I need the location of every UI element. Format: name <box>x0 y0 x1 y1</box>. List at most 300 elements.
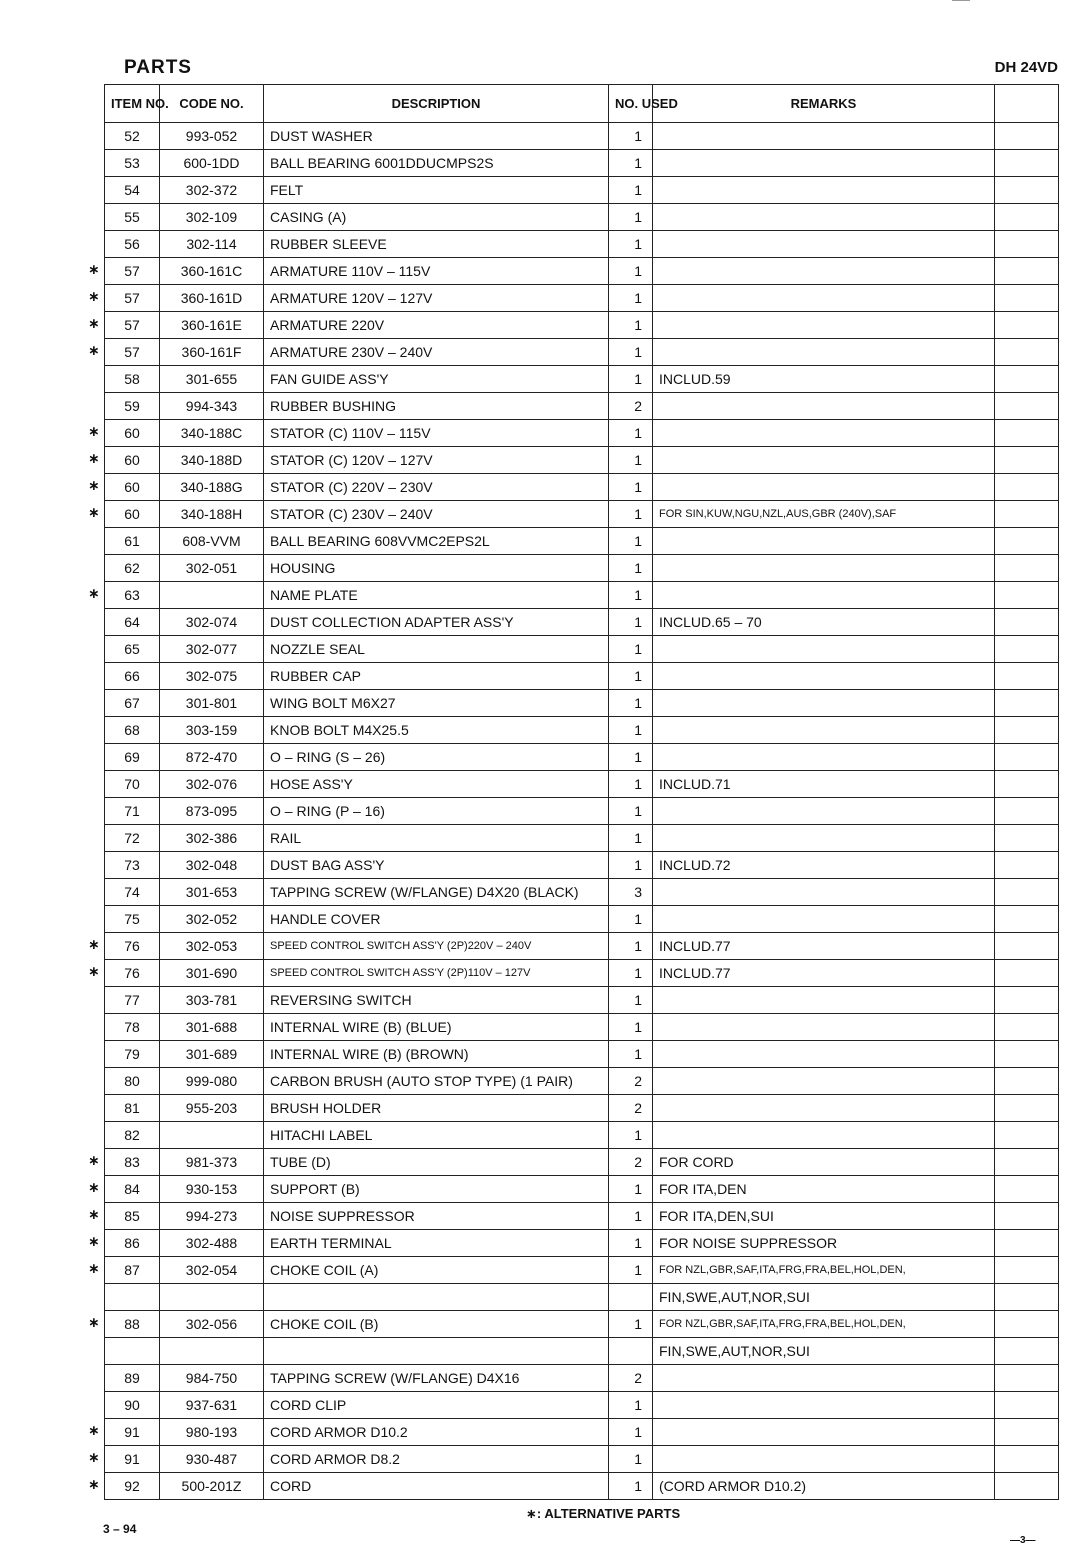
code-no-cell: 873-095 <box>160 798 264 825</box>
code-no-cell: 999-080 <box>160 1068 264 1095</box>
code-no-cell: 340-188G <box>160 474 264 501</box>
table-row <box>105 501 1059 528</box>
table-row <box>105 960 1059 987</box>
item-no-cell: 73 <box>105 852 160 879</box>
description-cell: NAME PLATE <box>264 582 609 609</box>
description-cell <box>264 1338 609 1365</box>
blank-cell <box>995 1203 1059 1230</box>
remarks-cell <box>653 717 995 744</box>
description-cell: STATOR (C) 220V – 230V <box>264 474 609 501</box>
item-no-cell: 88 <box>105 1311 160 1338</box>
no-used-cell: 1 <box>609 150 653 177</box>
blank-cell <box>995 501 1059 528</box>
description-cell: HOSE ASS'Y <box>264 771 609 798</box>
no-used-cell: 1 <box>609 366 653 393</box>
item-no-cell: 81 <box>105 1095 160 1122</box>
table-row <box>105 366 1059 393</box>
description-cell: SPEED CONTROL SWITCH ASS'Y (2P)110V – 127V <box>264 960 609 987</box>
item-no-cell: 90 <box>105 1392 160 1419</box>
description-cell: TUBE (D) <box>264 1149 609 1176</box>
table-row <box>105 1203 1059 1230</box>
code-no-cell: 302-114 <box>160 231 264 258</box>
blank-cell <box>995 366 1059 393</box>
no-used-cell: 1 <box>609 1392 653 1419</box>
table-row <box>105 555 1059 582</box>
table-row <box>105 447 1059 474</box>
no-used-cell: 1 <box>609 1203 653 1230</box>
blank-cell <box>995 1257 1059 1284</box>
no-used-cell: 1 <box>609 1230 653 1257</box>
no-used-cell: 1 <box>609 690 653 717</box>
code-no-cell: 301-690 <box>160 960 264 987</box>
header-description: DESCRIPTION <box>264 85 609 123</box>
no-used-cell: 1 <box>609 447 653 474</box>
table-row <box>105 1419 1059 1446</box>
remarks-cell: FOR ITA,DEN,SUI <box>653 1203 995 1230</box>
blank-cell <box>995 1311 1059 1338</box>
no-used-cell: 1 <box>609 771 653 798</box>
description-cell: CHOKE COIL (A) <box>264 1257 609 1284</box>
item-no-cell: 57 <box>105 312 160 339</box>
table-row <box>105 636 1059 663</box>
remarks-cell <box>653 555 995 582</box>
table-row <box>105 150 1059 177</box>
item-no-cell: 80 <box>105 1068 160 1095</box>
item-no-cell: 67 <box>105 690 160 717</box>
code-no-cell: 500-201Z <box>160 1473 264 1500</box>
code-no-cell: 302-051 <box>160 555 264 582</box>
description-cell: CORD <box>264 1473 609 1500</box>
code-no-cell: 984-750 <box>160 1365 264 1392</box>
table-row <box>105 1392 1059 1419</box>
alternative-part-marker: ∗ <box>88 449 100 466</box>
remarks-cell <box>653 987 995 1014</box>
alternative-part-marker: ∗ <box>88 1475 100 1492</box>
item-no-cell: 60 <box>105 420 160 447</box>
item-no-cell: 79 <box>105 1041 160 1068</box>
description-cell: FAN GUIDE ASS'Y <box>264 366 609 393</box>
blank-cell <box>995 960 1059 987</box>
code-no-cell: 302-075 <box>160 663 264 690</box>
code-no-cell: 930-153 <box>160 1176 264 1203</box>
item-no-cell: 57 <box>105 258 160 285</box>
description-cell: BRUSH HOLDER <box>264 1095 609 1122</box>
item-no-cell: 60 <box>105 501 160 528</box>
no-used-cell: 2 <box>609 1095 653 1122</box>
no-used-cell: 1 <box>609 528 653 555</box>
remarks-cell <box>653 663 995 690</box>
table-row <box>105 1122 1059 1149</box>
blank-cell <box>995 1068 1059 1095</box>
blank-cell <box>995 933 1059 960</box>
item-no-cell: 92 <box>105 1473 160 1500</box>
no-used-cell: 1 <box>609 1257 653 1284</box>
code-no-cell: 301-655 <box>160 366 264 393</box>
item-no-cell: 55 <box>105 204 160 231</box>
alternative-part-marker: ∗ <box>88 1151 100 1168</box>
item-no-cell: 83 <box>105 1149 160 1176</box>
no-used-cell: 1 <box>609 177 653 204</box>
no-used-cell: 1 <box>609 933 653 960</box>
item-no-cell: 78 <box>105 1014 160 1041</box>
item-no-cell: 60 <box>105 447 160 474</box>
no-used-cell: 1 <box>609 1446 653 1473</box>
blank-cell <box>995 1338 1059 1365</box>
blank-cell <box>995 582 1059 609</box>
code-no-cell: 930-487 <box>160 1446 264 1473</box>
description-cell: STATOR (C) 120V – 127V <box>264 447 609 474</box>
no-used-cell: 1 <box>609 285 653 312</box>
item-no-cell: 74 <box>105 879 160 906</box>
blank-cell <box>995 1392 1059 1419</box>
no-used-cell: 1 <box>609 1041 653 1068</box>
description-cell: DUST COLLECTION ADAPTER ASS'Y <box>264 609 609 636</box>
no-used-cell: 1 <box>609 798 653 825</box>
remarks-cell <box>653 285 995 312</box>
alternative-part-marker: ∗ <box>88 1313 100 1330</box>
item-no-cell: 61 <box>105 528 160 555</box>
no-used-cell: 1 <box>609 1014 653 1041</box>
description-cell: ARMATURE 120V – 127V <box>264 285 609 312</box>
remarks-cell <box>653 474 995 501</box>
code-no-cell: 340-188C <box>160 420 264 447</box>
alternative-part-marker: ∗ <box>88 584 100 601</box>
description-cell: INTERNAL WIRE (B) (BLUE) <box>264 1014 609 1041</box>
item-no-cell <box>105 1284 160 1311</box>
no-used-cell <box>609 1338 653 1365</box>
blank-cell <box>995 609 1059 636</box>
description-cell: ARMATURE 230V – 240V <box>264 339 609 366</box>
description-cell: CORD ARMOR D8.2 <box>264 1446 609 1473</box>
code-no-cell: 302-386 <box>160 825 264 852</box>
code-no-cell: 302-372 <box>160 177 264 204</box>
blank-cell <box>995 1014 1059 1041</box>
blank-cell <box>995 1473 1059 1500</box>
description-cell: ARMATURE 220V <box>264 312 609 339</box>
table-row <box>105 717 1059 744</box>
table-row <box>105 1284 1059 1311</box>
item-no-cell: 71 <box>105 798 160 825</box>
description-cell: RUBBER CAP <box>264 663 609 690</box>
no-used-cell: 1 <box>609 609 653 636</box>
item-no-cell: 65 <box>105 636 160 663</box>
item-no-cell: 57 <box>105 339 160 366</box>
item-no-cell: 60 <box>105 474 160 501</box>
description-cell: NOISE SUPPRESSOR <box>264 1203 609 1230</box>
table-row <box>105 258 1059 285</box>
code-no-cell: 994-273 <box>160 1203 264 1230</box>
no-used-cell: 1 <box>609 663 653 690</box>
blank-cell <box>995 1419 1059 1446</box>
code-no-cell: 340-188D <box>160 447 264 474</box>
table-row <box>105 1176 1059 1203</box>
remarks-cell: INCLUD.71 <box>653 771 995 798</box>
alternative-part-marker: ∗ <box>88 1259 100 1276</box>
no-used-cell: 1 <box>609 1176 653 1203</box>
code-no-cell: 302-074 <box>160 609 264 636</box>
remarks-cell: INCLUD.65 – 70 <box>653 609 995 636</box>
blank-cell <box>995 636 1059 663</box>
alternative-part-marker: ∗ <box>88 503 100 520</box>
alternative-part-marker: ∗ <box>88 935 100 952</box>
revision-date: 3 – 94 <box>103 1522 137 1536</box>
remarks-cell <box>653 690 995 717</box>
no-used-cell: 1 <box>609 852 653 879</box>
description-cell: BALL BEARING 6001DDUCMPS2S <box>264 150 609 177</box>
blank-cell <box>995 690 1059 717</box>
alternative-part-marker: ∗ <box>88 1178 100 1195</box>
description-cell: NOZZLE SEAL <box>264 636 609 663</box>
remarks-cell <box>653 879 995 906</box>
blank-cell <box>995 285 1059 312</box>
no-used-cell: 1 <box>609 1473 653 1500</box>
description-cell: EARTH TERMINAL <box>264 1230 609 1257</box>
blank-cell <box>995 150 1059 177</box>
code-no-cell: 872-470 <box>160 744 264 771</box>
table-header-row <box>105 85 1059 123</box>
item-no-cell: 56 <box>105 231 160 258</box>
blank-cell <box>995 420 1059 447</box>
remarks-cell <box>653 825 995 852</box>
no-used-cell: 1 <box>609 744 653 771</box>
description-cell: DUST BAG ASS'Y <box>264 852 609 879</box>
blank-cell <box>995 1284 1059 1311</box>
alternative-part-marker: ∗ <box>88 341 100 358</box>
no-used-cell: 1 <box>609 312 653 339</box>
remarks-cell <box>653 123 995 150</box>
table-row <box>105 1149 1059 1176</box>
remarks-cell <box>653 447 995 474</box>
code-no-cell: 301-801 <box>160 690 264 717</box>
description-cell: RAIL <box>264 825 609 852</box>
blank-cell <box>995 447 1059 474</box>
table-row <box>105 744 1059 771</box>
description-cell: STATOR (C) 230V – 240V <box>264 501 609 528</box>
alternative-part-marker: ∗ <box>88 1448 100 1465</box>
description-cell: RUBBER BUSHING <box>264 393 609 420</box>
code-no-cell: 302-076 <box>160 771 264 798</box>
table-row <box>105 1095 1059 1122</box>
code-no-cell: 937-631 <box>160 1392 264 1419</box>
remarks-cell: FIN,SWE,AUT,NOR,SUI <box>653 1284 995 1311</box>
blank-cell <box>995 339 1059 366</box>
alternative-part-marker: ∗ <box>88 476 100 493</box>
item-no-cell: 72 <box>105 825 160 852</box>
table-row <box>105 1446 1059 1473</box>
code-no-cell: 980-193 <box>160 1419 264 1446</box>
table-row <box>105 1068 1059 1095</box>
no-used-cell: 1 <box>609 231 653 258</box>
page-number: —3— <box>1010 1535 1036 1546</box>
code-no-cell: 302-077 <box>160 636 264 663</box>
blank-cell <box>995 744 1059 771</box>
remarks-cell <box>653 528 995 555</box>
table-row <box>105 1230 1059 1257</box>
code-no-cell: 302-048 <box>160 852 264 879</box>
table-row <box>105 123 1059 150</box>
item-no-cell: 85 <box>105 1203 160 1230</box>
item-no-cell: 68 <box>105 717 160 744</box>
header-blank <box>995 85 1059 123</box>
description-cell: TAPPING SCREW (W/FLANGE) D4X16 <box>264 1365 609 1392</box>
code-no-cell: 360-161C <box>160 258 264 285</box>
description-cell: CORD CLIP <box>264 1392 609 1419</box>
remarks-cell <box>653 420 995 447</box>
remarks-cell <box>653 258 995 285</box>
remarks-cell <box>653 798 995 825</box>
item-no-cell: 54 <box>105 177 160 204</box>
remarks-cell <box>653 1419 995 1446</box>
remarks-cell <box>653 1392 995 1419</box>
remarks-cell <box>653 1041 995 1068</box>
no-used-cell: 2 <box>609 393 653 420</box>
code-no-cell: 340-188H <box>160 501 264 528</box>
no-used-cell: 1 <box>609 906 653 933</box>
alternative-part-marker: ∗ <box>88 1232 100 1249</box>
remarks-cell: INCLUD.77 <box>653 960 995 987</box>
remarks-cell <box>653 636 995 663</box>
blank-cell <box>995 1041 1059 1068</box>
remarks-cell: INCLUD.59 <box>653 366 995 393</box>
table-row <box>105 1338 1059 1365</box>
blank-cell <box>995 825 1059 852</box>
code-no-cell <box>160 582 264 609</box>
no-used-cell: 2 <box>609 1365 653 1392</box>
no-used-cell: 1 <box>609 960 653 987</box>
header-code-no: CODE NO. <box>160 85 264 123</box>
description-cell: CORD ARMOR D10.2 <box>264 1419 609 1446</box>
table-row <box>105 420 1059 447</box>
code-no-cell: 600-1DD <box>160 150 264 177</box>
table-row <box>105 339 1059 366</box>
blank-cell <box>995 906 1059 933</box>
code-no-cell: 301-653 <box>160 879 264 906</box>
item-no-cell: 77 <box>105 987 160 1014</box>
no-used-cell: 1 <box>609 636 653 663</box>
description-cell <box>264 1284 609 1311</box>
remarks-cell <box>653 1365 995 1392</box>
table-row <box>105 771 1059 798</box>
remarks-cell <box>653 339 995 366</box>
blank-cell <box>995 231 1059 258</box>
remarks-cell <box>653 231 995 258</box>
table-row <box>105 285 1059 312</box>
item-no-cell: 82 <box>105 1122 160 1149</box>
table-row <box>105 609 1059 636</box>
item-no-cell: 63 <box>105 582 160 609</box>
code-no-cell: 303-159 <box>160 717 264 744</box>
code-no-cell: 303-781 <box>160 987 264 1014</box>
blank-cell <box>995 258 1059 285</box>
table-row <box>105 231 1059 258</box>
top-edge-mark <box>952 0 970 1</box>
blank-cell <box>995 393 1059 420</box>
description-cell: HITACHI LABEL <box>264 1122 609 1149</box>
alternative-part-marker: ∗ <box>88 287 100 304</box>
description-cell: KNOB BOLT M4X25.5 <box>264 717 609 744</box>
code-no-cell: 955-203 <box>160 1095 264 1122</box>
remarks-cell: FOR NZL,GBR,SAF,ITA,FRG,FRA,BEL,HOL,DEN, <box>653 1257 995 1284</box>
blank-cell <box>995 987 1059 1014</box>
table-row <box>105 1257 1059 1284</box>
blank-cell <box>995 1176 1059 1203</box>
table-row <box>105 933 1059 960</box>
item-no-cell: 70 <box>105 771 160 798</box>
item-no-cell: 58 <box>105 366 160 393</box>
alternative-part-marker: ∗ <box>88 422 100 439</box>
description-cell: REVERSING SWITCH <box>264 987 609 1014</box>
legend-alternative-parts: ∗: ALTERNATIVE PARTS <box>526 1506 681 1521</box>
description-cell: HOUSING <box>264 555 609 582</box>
table-row <box>105 1365 1059 1392</box>
code-no-cell <box>160 1284 264 1311</box>
description-cell: FELT <box>264 177 609 204</box>
description-cell: CARBON BRUSH (AUTO STOP TYPE) (1 PAIR) <box>264 1068 609 1095</box>
code-no-cell: 981-373 <box>160 1149 264 1176</box>
description-cell: CHOKE COIL (B) <box>264 1311 609 1338</box>
blank-cell <box>995 312 1059 339</box>
table-row <box>105 1014 1059 1041</box>
code-no-cell: 994-343 <box>160 393 264 420</box>
blank-cell <box>995 798 1059 825</box>
no-used-cell: 1 <box>609 1122 653 1149</box>
description-cell: HANDLE COVER <box>264 906 609 933</box>
no-used-cell: 1 <box>609 1419 653 1446</box>
header-item-no: ITEM NO. <box>105 85 160 123</box>
blank-cell <box>995 717 1059 744</box>
no-used-cell: 1 <box>609 555 653 582</box>
no-used-cell: 1 <box>609 474 653 501</box>
no-used-cell: 2 <box>609 1149 653 1176</box>
table-row <box>105 1041 1059 1068</box>
description-cell: TAPPING SCREW (W/FLANGE) D4X20 (BLACK) <box>264 879 609 906</box>
no-used-cell: 1 <box>609 339 653 366</box>
remarks-cell <box>653 1122 995 1149</box>
code-no-cell: 301-689 <box>160 1041 264 1068</box>
item-no-cell: 87 <box>105 1257 160 1284</box>
code-no-cell: 360-161D <box>160 285 264 312</box>
header-remarks: REMARKS <box>653 85 995 123</box>
no-used-cell: 1 <box>609 420 653 447</box>
item-no-cell: 89 <box>105 1365 160 1392</box>
remarks-cell: FIN,SWE,AUT,NOR,SUI <box>653 1338 995 1365</box>
code-no-cell <box>160 1122 264 1149</box>
description-cell: O – RING (S – 26) <box>264 744 609 771</box>
remarks-cell: INCLUD.77 <box>653 933 995 960</box>
table-row <box>105 528 1059 555</box>
code-no-cell: 302-109 <box>160 204 264 231</box>
remarks-cell <box>653 1014 995 1041</box>
table-row <box>105 798 1059 825</box>
blank-cell <box>995 555 1059 582</box>
code-no-cell: 608-VVM <box>160 528 264 555</box>
page-title: PARTS <box>124 57 192 78</box>
blank-cell <box>995 123 1059 150</box>
description-cell: STATOR (C) 110V – 115V <box>264 420 609 447</box>
no-used-cell: 1 <box>609 582 653 609</box>
blank-cell <box>995 1149 1059 1176</box>
item-no-cell: 66 <box>105 663 160 690</box>
remarks-cell <box>653 906 995 933</box>
code-no-cell: 302-052 <box>160 906 264 933</box>
blank-cell <box>995 204 1059 231</box>
item-no-cell: 75 <box>105 906 160 933</box>
no-used-cell: 3 <box>609 879 653 906</box>
no-used-cell: 1 <box>609 258 653 285</box>
description-cell: O – RING (P – 16) <box>264 798 609 825</box>
description-cell: DUST WASHER <box>264 123 609 150</box>
item-no-cell: 64 <box>105 609 160 636</box>
